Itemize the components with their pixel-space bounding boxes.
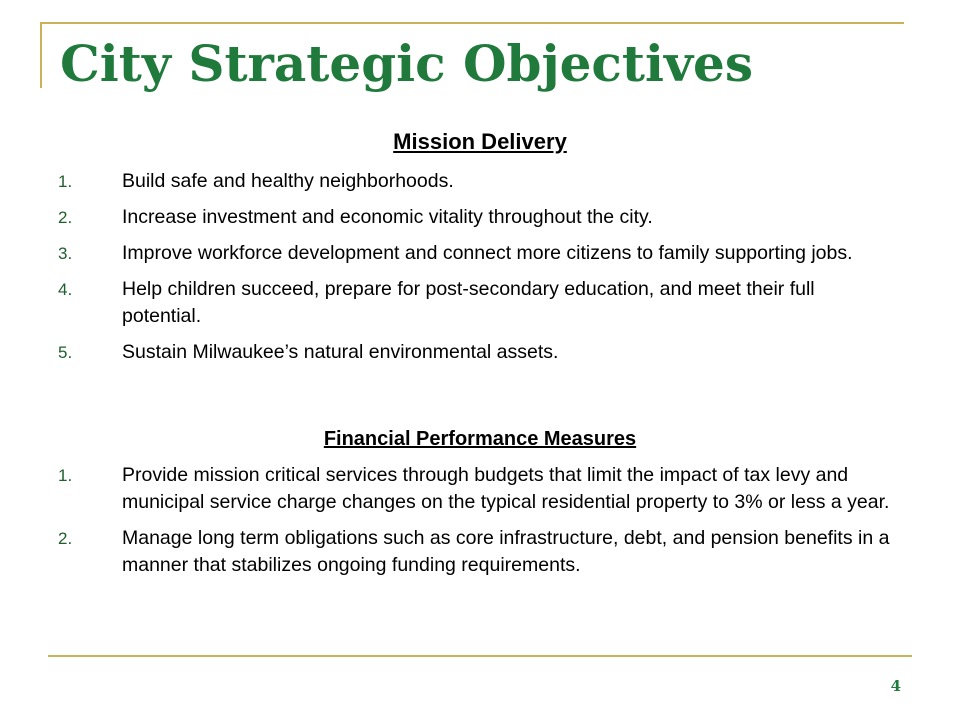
list-item	[58, 525, 894, 579]
list-item-number: 1.	[58, 466, 73, 485]
list-item-text: Improve workforce development and connect more citizens to family supporting jobs.	[122, 242, 853, 264]
list-item	[58, 168, 894, 195]
list-item-number: 4.	[58, 280, 73, 299]
list-item-text: Manage long term obligations such as core infrastructure, debt, and pension benefits in a manner that stabilizes ongoing funding requirements.	[122, 527, 890, 576]
list-item	[58, 204, 894, 231]
list-item-number: 5.	[58, 343, 73, 362]
list-item	[58, 339, 894, 366]
mission-delivery-heading: Mission Delivery	[393, 129, 567, 154]
list-item-number: 2.	[58, 208, 73, 227]
list-item	[58, 276, 894, 330]
financial-measures-heading: Financial Performance Measures	[323, 428, 637, 450]
list-item-number: 2.	[58, 529, 73, 548]
list-item	[58, 240, 894, 267]
slide-title: City Strategic Objectives	[60, 34, 753, 93]
frame-top-line	[40, 22, 904, 24]
list-item-text: Provide mission critical services through budgets that limit the impact of tax levy and municipal service charge changes on the typical residential property to 3% or less a year.	[122, 464, 890, 513]
financial-measures-list	[58, 462, 894, 588]
list-item-text: Increase investment and economic vitality throughout the city.	[122, 206, 653, 228]
list-item-text: Help children succeed, prepare for post-secondary education, and meet their full potential.	[122, 278, 815, 327]
list-item-number: 1.	[58, 172, 73, 191]
page-number: 4	[890, 677, 901, 695]
list-item-number: 3.	[58, 244, 73, 263]
frame-left-line	[40, 22, 42, 88]
frame-bottom-line	[48, 655, 912, 657]
list-item	[58, 462, 894, 516]
list-item-text: Sustain Milwaukee’s natural environmental assets.	[122, 341, 559, 363]
list-item-text: Build safe and healthy neighborhoods.	[122, 170, 454, 192]
mission-objectives-list	[58, 168, 894, 375]
